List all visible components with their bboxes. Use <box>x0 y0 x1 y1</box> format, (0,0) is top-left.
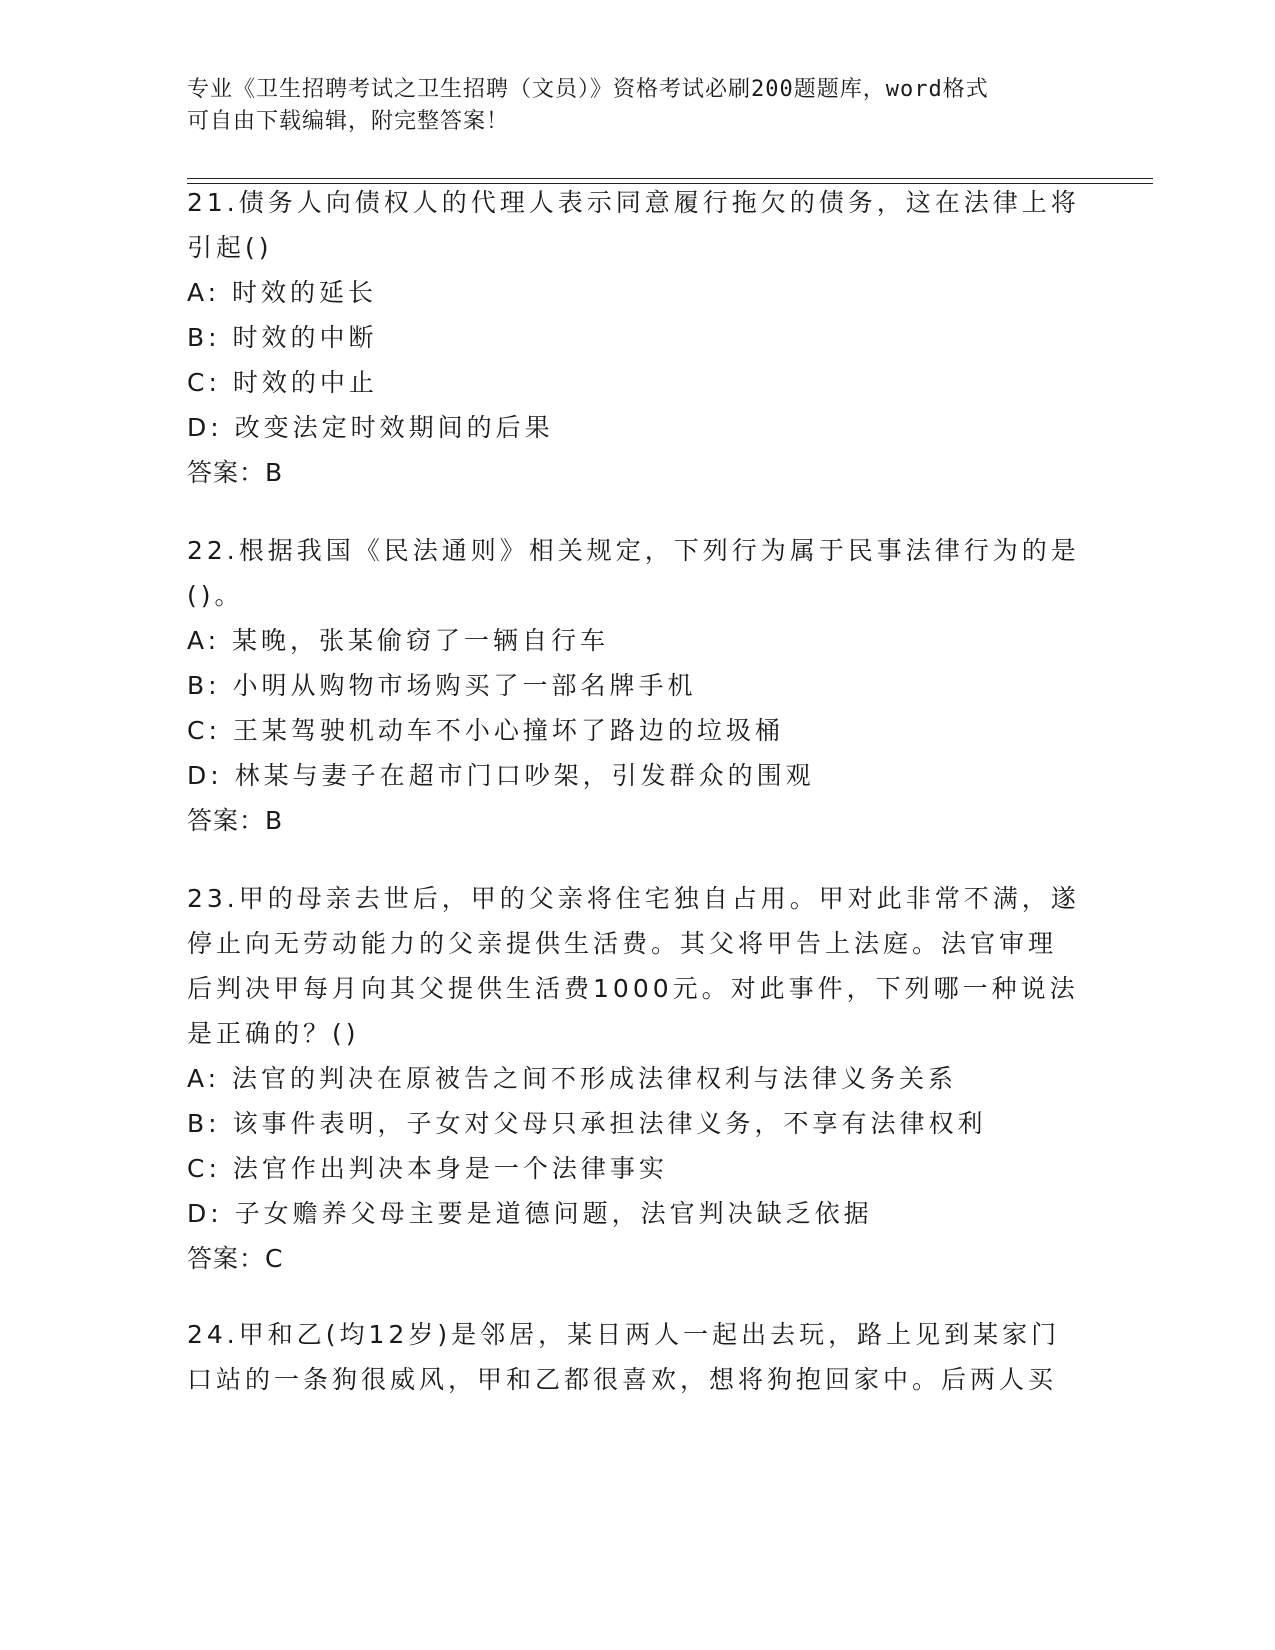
question-23 <box>187 876 1087 1281</box>
stem-line: 后判决甲每月向其父提供生活费1000元。对此事件，下列哪一种说法 <box>187 974 1079 1003</box>
option-text: 法官作出判决本身是一个法律事实 <box>232 1154 668 1183</box>
question-22 <box>187 528 1087 843</box>
option-c <box>187 1146 1087 1191</box>
answer-text: 答案：B <box>187 806 284 835</box>
question-stem <box>187 1312 1087 1402</box>
option-key: D: <box>187 413 223 442</box>
option-text: 法官的判决在原被告之间不形成法律权利与法律义务关系 <box>232 1064 958 1093</box>
option-text: 林某与妻子在超市门口吵架，引发群众的围观 <box>234 761 815 790</box>
answer-text: 答案：B <box>187 458 284 487</box>
option-b <box>187 663 1087 708</box>
stem-line: 24.甲和乙(均12岁)是邻居，某日两人一起出去玩，路上见到某家门 <box>187 1320 1061 1349</box>
option-a <box>187 1056 1087 1101</box>
option-key: A: <box>187 278 221 307</box>
option-key: D: <box>187 761 223 790</box>
option-text: 时效的中断 <box>232 323 378 352</box>
question-stem <box>187 180 1087 270</box>
option-text: 改变法定时效期间的后果 <box>234 413 554 442</box>
option-a <box>187 270 1087 315</box>
option-text: 某晚，张某偷窃了一辆自行车 <box>232 626 610 655</box>
option-text: 子女赡养父母主要是道德问题，法官判决缺乏依据 <box>234 1199 873 1228</box>
option-b <box>187 315 1087 360</box>
stem-line: 引起() <box>187 233 273 262</box>
option-text: 小明从购物市场购买了一部名牌手机 <box>232 671 697 700</box>
header-divider-top <box>187 178 1153 179</box>
document-header <box>187 74 1067 138</box>
stem-line: 是正确的？() <box>187 1019 360 1048</box>
option-list <box>187 1056 1087 1236</box>
header-line-2: 可自由下载编辑，附完整答案！ <box>187 109 510 134</box>
option-key: A: <box>187 1064 221 1093</box>
option-key: A: <box>187 626 221 655</box>
option-b <box>187 1101 1087 1146</box>
question-21 <box>187 180 1087 495</box>
option-a <box>187 618 1087 663</box>
header-line-1: 专业《卫生招聘考试之卫生招聘（文员）》资格考试必刷200题题库，word格式 <box>187 77 989 102</box>
option-text: 时效的中止 <box>232 368 378 397</box>
stem-line: 22.根据我国《民法通则》相关规定，下列行为属于民事法律行为的是 <box>187 536 1080 565</box>
option-d <box>187 753 1087 798</box>
option-key: B: <box>187 323 221 352</box>
option-text: 时效的延长 <box>232 278 378 307</box>
option-list <box>187 618 1087 798</box>
option-key: C: <box>187 368 221 397</box>
option-text: 该事件表明，子女对父母只承担法律义务，不享有法律权利 <box>232 1109 987 1138</box>
option-key: C: <box>187 1154 221 1183</box>
option-d <box>187 405 1087 450</box>
answer-text: 答案：C <box>187 1244 284 1273</box>
stem-line: 23.甲的母亲去世后，甲的父亲将住宅独自占用。甲对此非常不满，遂 <box>187 884 1080 913</box>
option-key: D: <box>187 1199 223 1228</box>
stem-line: 21.债务人向债权人的代理人表示同意履行拖欠的债务，这在法律上将 <box>187 188 1080 217</box>
question-stem <box>187 876 1087 1056</box>
stem-line: 口站的一条狗很威风，甲和乙都很喜欢，想将狗抱回家中。后两人买 <box>187 1365 1058 1394</box>
option-key: B: <box>187 671 221 700</box>
option-c <box>187 360 1087 405</box>
option-text: 王某驾驶机动车不小心撞坏了路边的垃圾桶 <box>232 716 784 745</box>
stem-line: 停止向无劳动能力的父亲提供生活费。其父将甲告上法庭。法官审理 <box>187 929 1058 958</box>
option-d <box>187 1191 1087 1236</box>
option-key: C: <box>187 716 221 745</box>
stem-line: ()。 <box>187 581 244 610</box>
option-list <box>187 270 1087 450</box>
option-key: B: <box>187 1109 221 1138</box>
question-stem <box>187 528 1087 618</box>
option-c <box>187 708 1087 753</box>
question-24 <box>187 1312 1087 1402</box>
